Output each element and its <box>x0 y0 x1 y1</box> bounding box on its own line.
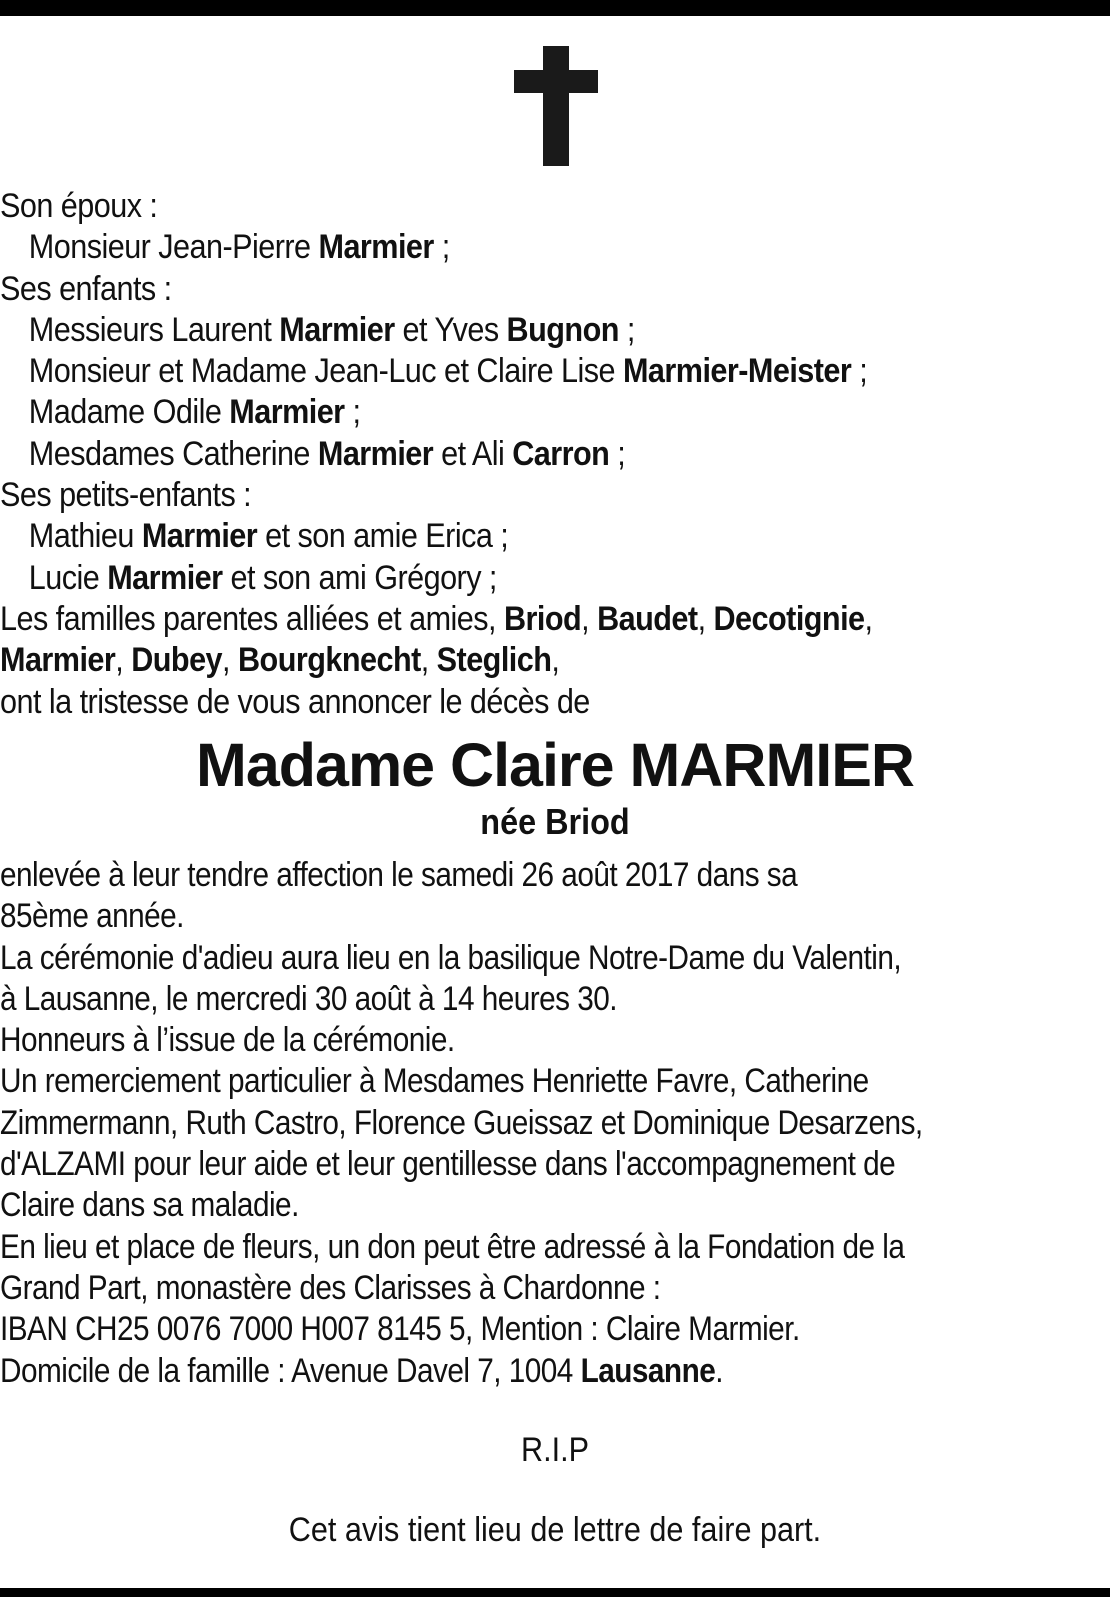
child-line: Mesdames Catherine Marmier et Ali Carron ; <box>28 434 626 473</box>
body-line: IBAN CH25 0076 7000 H007 8145 5, Mention : Claire Marmier. <box>0 1310 800 1349</box>
rip-text: R.I.P <box>520 1431 590 1469</box>
bottom-border <box>0 1588 1110 1597</box>
grandchildren-label: Ses petits-enfants : <box>0 476 252 515</box>
child-line: Messieurs Laurent Marmier et Yves Bugnon ; <box>28 310 635 349</box>
spouse-line: Monsieur Jean-Pierre Marmier ; <box>28 228 450 267</box>
body-line: Claire dans sa maladie. <box>0 1186 299 1225</box>
body-line: Honneurs à l’issue de la cérémonie. <box>0 1021 455 1060</box>
body-line: 85ème année. <box>0 897 184 936</box>
body-line: Grand Part, monastère des Clarisses à Chardonne : <box>0 1268 661 1307</box>
notice-body <box>0 855 1050 1392</box>
grandchild-line: Lucie Marmier et son ami Grégory ; <box>28 558 497 597</box>
announce-line: ont la tristesse de vous annoncer le décès de <box>0 682 590 721</box>
grandchild-line: Mathieu Marmier et son amie Erica ; <box>28 517 509 556</box>
body-line: à Lausanne, le mercredi 30 août à 14 heures 30. <box>0 979 618 1018</box>
body-line: d'ALZAMI pour leur aide et leur gentillesse dans l'accompagnement de <box>0 1145 896 1184</box>
domicile-line: Domicile de la famille : Avenue Davel 7, 1004 Lausanne. <box>0 1351 723 1390</box>
body-line: La cérémonie d'adieu aura lieu en la basilique Notre-Dame du Valentin, <box>0 938 902 977</box>
maiden-name: née Briod <box>480 801 630 842</box>
child-line: Monsieur et Madame Jean-Luc et Claire Lise Marmier-Meister ; <box>28 352 868 391</box>
cross-icon <box>514 46 598 166</box>
body-line: enlevée à leur tendre affection le samedi 26 août 2017 dans sa <box>0 856 798 894</box>
spouse-label: Son époux : <box>0 187 158 225</box>
deceased-name: Madame Claire MARMIER <box>196 731 914 799</box>
child-line: Madame Odile Marmier ; <box>28 393 361 432</box>
top-border <box>0 0 1110 16</box>
children-label: Ses enfants : <box>0 269 172 308</box>
families-line: Les familles parentes alliées et amies, Briod, Baudet, Decotignie, <box>0 599 873 638</box>
families-line: Marmier, Dubey, Bourgknecht, Steglich, <box>0 641 560 680</box>
family-list <box>0 186 995 723</box>
closing-text: Cet avis tient lieu de lettre de faire part. <box>288 1511 822 1549</box>
body-line: Un remerciement particulier à Mesdames Henriette Favre, Catherine <box>0 1062 869 1101</box>
body-line: Zimmermann, Ruth Castro, Florence Gueissaz et Dominique Desarzens, <box>0 1103 923 1142</box>
body-line: En lieu et place de fleurs, un don peut être adressé à la Fondation de la <box>0 1227 905 1266</box>
